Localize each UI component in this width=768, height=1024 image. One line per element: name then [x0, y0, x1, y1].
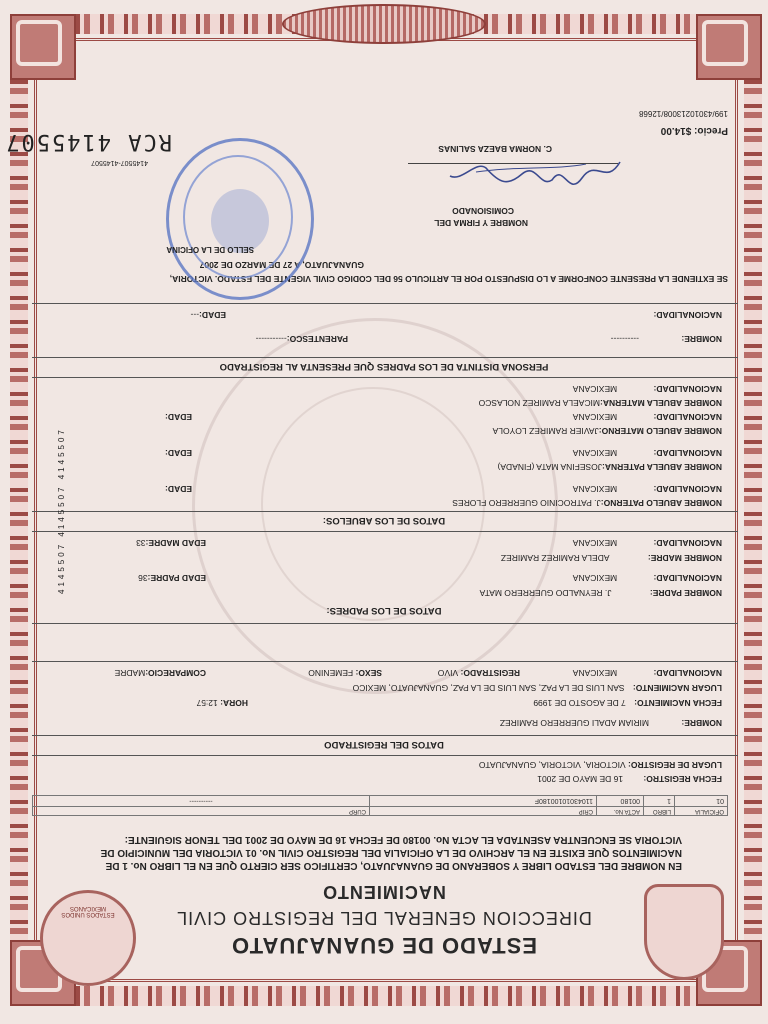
paternal-grandfather-age: EDAD:: [165, 484, 192, 494]
document-type: NACIMIENTO: [322, 882, 446, 902]
mother-nationality: NACIONALIDAD: MEXICANA: [572, 538, 722, 548]
divider: [32, 377, 738, 378]
registrant-birth-date: FECHA NACIMIENTO: 7 DE AGOSTO DE 1999: [533, 698, 722, 708]
border-frieze-right: [10, 14, 28, 1006]
official-name: C. NORMA BAEZA SALINAS: [438, 144, 552, 154]
registrant-sex: SEXO: FEMENINO: [308, 668, 382, 678]
price: Precio: $14.00: [660, 125, 728, 136]
col-curp: CURP: [33, 807, 370, 816]
office-seal-label: SELLO DE LA OFICINA: [166, 245, 254, 254]
col-acta: ACTA No.: [597, 807, 644, 816]
paternal-grandmother-nationality: NACIONALIDAD: MEXICANA: [572, 448, 722, 458]
father-name: NOMBRE PADRE: J. REYNALDO GUERRERO MATA: [479, 588, 722, 598]
registrant-nationality: NACIONALIDAD: MEXICANA: [572, 668, 722, 678]
father-nationality: NACIONALIDAD: MEXICANA: [572, 573, 722, 583]
record-table-row: [33, 796, 728, 807]
side-serial: 4145507 4145507 4145507: [57, 427, 66, 594]
col-oficialia: OFICIALIA: [675, 807, 728, 816]
other-person-name: NOMBRE: ----------: [610, 334, 722, 344]
handwritten-signature-icon: [446, 152, 626, 192]
signature-label-2: COMISIONADO: [452, 206, 514, 216]
corner-ornament-icon: [10, 14, 76, 80]
paternal-grandmother-age: EDAD:: [165, 448, 192, 458]
divider: [32, 735, 738, 736]
col-crip: CRIP: [370, 807, 597, 816]
section-parents: DATOS DE LOS PADRES:: [326, 605, 442, 616]
other-person-kinship: PARENTESCO:-----------: [255, 334, 348, 344]
border-frieze-left: [744, 14, 762, 1006]
state-title: ESTADO DE GUANAJUATO: [230, 933, 538, 958]
curp-value: ----------: [33, 796, 370, 807]
paternal-grandfather-nationality: NACIONALIDAD: MEXICANA: [572, 484, 722, 494]
office-title: DIRECCION GENERAL DEL REGISTRO CIVIL: [176, 908, 592, 928]
registration-date: FECHA REGISTRO: 16 DE MAYO DE 2001: [537, 774, 722, 784]
oficialia-value: 01: [675, 796, 728, 807]
other-person-age: EDAD:---: [190, 310, 226, 320]
signature-label-1: NOMBRE Y FIRMA DEL: [434, 218, 528, 228]
maternal-grandfather-name: NOMBRE ABUELO MATERNO:JAVIER RAMIREZ LOYOLA: [492, 426, 722, 436]
maternal-grandmother-nationality: NACIONALIDAD: MEXICANA: [572, 384, 722, 394]
registrant-appeared: COMPARECIO:MADRE: [114, 668, 206, 678]
border-frieze-top: [10, 986, 762, 1006]
registrant-status: REGISTRADO: VIVO: [437, 668, 520, 678]
registrant-name: NOMBRE: MIRIAM ADALI GUERRERO RAMIREZ: [499, 718, 722, 728]
acta-value: 00180: [597, 796, 644, 807]
divider: [32, 303, 738, 304]
record-table-header: [33, 807, 728, 816]
divider: [32, 357, 738, 358]
crip-value: 11043010100180F: [370, 796, 597, 807]
divider: [32, 531, 738, 532]
corner-ornament-icon: [696, 14, 762, 80]
father-age: EDAD PADRE:36: [138, 573, 206, 583]
serial-number: RCA 4145507: [4, 129, 172, 154]
record-table: [32, 795, 728, 816]
oval-ornament-icon: [282, 4, 486, 44]
section-grandparents: DATOS DE LOS ABUELOS:: [322, 515, 446, 526]
serial-number-small: 4145507-4145507: [91, 159, 148, 166]
divider: [32, 661, 738, 662]
registration-place: LUGAR DE REGISTRO: VICTORIA, VICTORIA, GUANAJUATO: [478, 760, 722, 770]
legal-date: GUANAJUATO, A 27 DE MARZO DE 2007: [199, 260, 364, 270]
intro-paragraph: EN NOMBRE DEL ESTADO LIBRE Y SOBERANO DE GUANAJUATO, CERTIFICO SER CIERTO QUE EN EL LIBRO No. 1 DE NACIMIENTOS QUE EXISTE EN EL ARCHIVO DE LA OFICIALIA DEL REGISTRO CIVIL No. 01 VICTORIA DEL MUNICIPIO DE VICTORIA SE ENCUENTRA ASENTADA EL ACTA No. 00180 DE FECHA 16 DE MAYO DE 2001 DEL TENOR SIGUIENTE:: [100, 834, 682, 871]
national-seal-text: ESTADOS UNIDOS MEXICANOS: [61, 905, 115, 917]
signature-line: [408, 163, 618, 164]
divider: [32, 511, 738, 512]
maternal-grandfather-age: EDAD:: [165, 412, 192, 422]
paternal-grandfather-name: NOMBRE ABUELO PATERNO:J. PATROCINIO GUERRERO FLORES: [452, 498, 722, 508]
divider: [32, 755, 738, 756]
mother-age: EDAD MADRE:33: [136, 538, 206, 548]
office-stamp-icon: [166, 138, 314, 300]
section-registrant: DATOS DEL REGISTRADO: [324, 739, 444, 750]
divider: [32, 623, 738, 624]
other-person-nationality: NACIONALIDAD:: [653, 310, 722, 320]
libro-value: 1: [644, 796, 675, 807]
paternal-grandmother-name: NOMBRE ABUELA PATERNA:JOSEFINA MATA (FINADA): [497, 462, 722, 472]
col-libro: LIBRO: [644, 807, 675, 816]
folio-number: 199/43010213008/12668: [639, 109, 728, 118]
maternal-grandmother-name: NOMBRE ABUELA MATERNA:MICAELA RAMIREZ NOLASCO: [478, 398, 722, 408]
section-other-person: PERSONA DISTINTA DE LOS PADRES QUE PRESENTA AL REGISTRADO: [219, 361, 549, 372]
legal-statement: SE EXTIENDE LA PRESENTE CONFORME A LO DISPUESTO POR EL ARTICULO 56 DEL CODIGO CIVIL VIGENTE DEL ESTADO. VICTORIA,: [169, 274, 728, 284]
maternal-grandfather-nationality: NACIONALIDAD: MEXICANA: [572, 412, 722, 422]
registrant-birth-time: HORA: 12:57: [196, 698, 248, 708]
registrant-birth-place: LUGAR NACIMIENTO: SAN LUIS DE LA PAZ, SAN LUIS DE LA PAZ, GUANAJUATO, MEXICO: [352, 683, 722, 693]
mother-name: NOMBRE MADRE: ADELA RAMIREZ RAMIREZ: [500, 553, 722, 563]
